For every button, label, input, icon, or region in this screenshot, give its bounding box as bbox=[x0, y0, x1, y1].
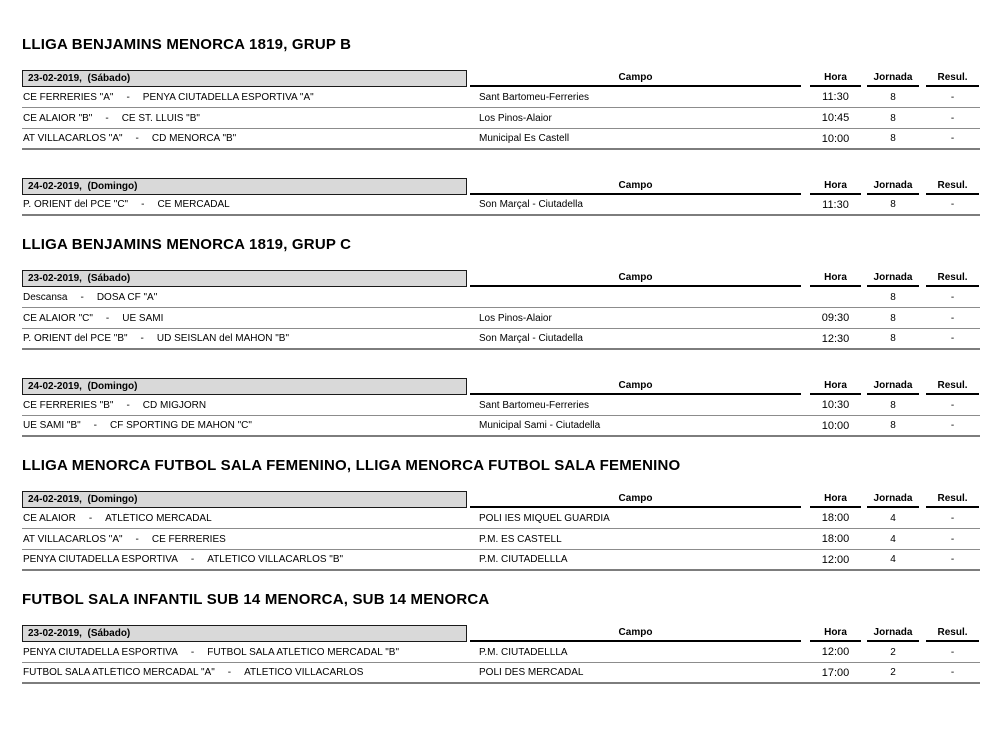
hora-cell: 18:00 bbox=[821, 533, 850, 545]
home-team: CE ALAIOR "B" bbox=[23, 112, 93, 124]
vs-separator: - bbox=[93, 420, 98, 431]
column-header-resul: Resul. bbox=[926, 70, 979, 87]
resul-cell: - bbox=[950, 291, 955, 303]
hora-cell: 12:00 bbox=[821, 553, 850, 566]
fixture-table bbox=[22, 270, 980, 350]
away-team: CD MIGJORN bbox=[142, 399, 207, 411]
match-cell bbox=[22, 647, 467, 658]
jornada-cell: 8 bbox=[890, 312, 896, 324]
table-header bbox=[22, 178, 980, 195]
match-cell bbox=[22, 199, 467, 210]
table-row bbox=[22, 108, 980, 129]
table-row bbox=[22, 395, 980, 416]
away-team: CD MENORCA "B" bbox=[151, 133, 237, 144]
hora-cell: 17:00 bbox=[821, 666, 850, 679]
section-title: FUTBOL SALA INFANTIL SUB 14 MENORCA, SUB 14 MENORCA bbox=[22, 591, 490, 608]
date-header: 24-02-2019, (Domingo) bbox=[22, 378, 467, 395]
resul-cell: - bbox=[950, 554, 955, 565]
home-team: FUTBOL SALA ATLÉTICO MERCADAL "A" bbox=[23, 667, 215, 678]
jornada-cell: 2 bbox=[890, 646, 896, 658]
match-cell bbox=[22, 92, 467, 103]
vs-separator: - bbox=[227, 667, 232, 678]
away-team: ATLÉTICO MERCADAL bbox=[105, 512, 212, 524]
jornada-cell: 8 bbox=[890, 112, 896, 124]
away-team: CE FERRERIES bbox=[151, 533, 226, 545]
resul-cell: - bbox=[950, 133, 955, 144]
resul-cell: - bbox=[950, 646, 955, 658]
date-header: 24-02-2019, (Domingo) bbox=[22, 178, 467, 195]
campo-cell: Sant Bartomeu-Ferreries bbox=[479, 91, 590, 103]
column-header-resul: Resul. bbox=[926, 491, 979, 508]
resul-cell: - bbox=[950, 399, 955, 411]
table-header bbox=[22, 270, 980, 287]
vs-separator: - bbox=[126, 399, 130, 411]
column-header-jornada: Jornada bbox=[867, 178, 919, 195]
column-header-campo: Campo bbox=[470, 70, 801, 87]
hora-cell: 18:00 bbox=[821, 512, 850, 524]
campo-cell: Sant Bartomeu-Ferreries bbox=[479, 399, 590, 411]
hora-cell: 10:00 bbox=[821, 419, 850, 432]
campo-cell: POLI DES MERCADAL bbox=[479, 667, 584, 678]
match-cell bbox=[22, 554, 467, 565]
home-team: PENYA CIUTADELLA ESPORTIVA bbox=[23, 554, 178, 565]
resul-cell: - bbox=[950, 667, 955, 678]
column-header-hora: Hora bbox=[810, 270, 861, 287]
resul-cell: - bbox=[950, 533, 955, 545]
home-team: AT VILLACARLOS "A" bbox=[23, 533, 123, 545]
away-team: UD SEISLAN del MAHON "B" bbox=[156, 333, 290, 344]
table-row bbox=[22, 416, 980, 437]
column-header-campo: Campo bbox=[470, 491, 801, 508]
away-team: ATLETICO VILLACARLOS bbox=[244, 667, 364, 678]
campo-cell: Los Pinos-Alaior bbox=[479, 112, 552, 124]
column-header-hora: Hora bbox=[810, 178, 861, 195]
vs-separator: - bbox=[135, 533, 139, 545]
campo-cell: Municipal Es Castell bbox=[479, 133, 570, 144]
away-team: UE SAMI bbox=[122, 312, 164, 324]
match-cell bbox=[22, 292, 467, 303]
column-header-campo: Campo bbox=[470, 378, 801, 395]
jornada-cell: 4 bbox=[890, 554, 896, 565]
fixture-table bbox=[22, 178, 980, 216]
hora-cell: 10:45 bbox=[821, 112, 850, 124]
vs-separator: - bbox=[190, 646, 195, 658]
column-header-hora: Hora bbox=[810, 491, 861, 508]
table-row bbox=[22, 329, 980, 350]
jornada-cell: 8 bbox=[890, 333, 896, 344]
column-header-resul: Resul. bbox=[926, 270, 979, 287]
home-team: UE SAMI "B" bbox=[23, 420, 81, 431]
hora-cell: 09:30 bbox=[821, 312, 850, 324]
jornada-cell: 8 bbox=[890, 133, 896, 144]
table-header bbox=[22, 625, 980, 642]
section-title: LLIGA BENJAMINS MENORCA 1819, GRUP B bbox=[22, 36, 352, 53]
table-row bbox=[22, 663, 980, 684]
column-header-hora: Hora bbox=[810, 625, 861, 642]
home-team: CE FERRERIES "B" bbox=[23, 399, 114, 411]
away-team: PENYA CIUTADELLA ESPORTIVA "A" bbox=[142, 91, 314, 103]
column-header-hora: Hora bbox=[810, 70, 861, 87]
jornada-cell: 8 bbox=[890, 291, 896, 303]
campo-cell: P.M. ES CASTELL bbox=[479, 533, 562, 545]
vs-separator: - bbox=[105, 312, 110, 324]
home-team: CE FERRERIES "A" bbox=[23, 91, 114, 103]
home-team: P. ORIENT del PCE "C" bbox=[23, 199, 129, 210]
hora-cell: 11:30 bbox=[822, 198, 849, 211]
column-header-resul: Resul. bbox=[926, 378, 979, 395]
campo-cell: Son Marçal - Ciutadella bbox=[479, 333, 583, 344]
away-team: FUTBOL SALA ATLÉTICO MERCADAL "B" bbox=[207, 646, 399, 658]
home-team: PENYA CIUTADELLA ESPORTIVA bbox=[23, 646, 178, 658]
vs-separator: - bbox=[140, 333, 144, 344]
table-row bbox=[22, 529, 980, 550]
vs-separator: - bbox=[80, 291, 84, 303]
date-header: 23-02-2019, (Sábado) bbox=[22, 270, 467, 287]
resul-cell: - bbox=[950, 512, 955, 524]
vs-separator: - bbox=[135, 133, 139, 144]
table-row bbox=[22, 508, 980, 529]
match-cell bbox=[22, 113, 467, 124]
column-header-campo: Campo bbox=[470, 270, 801, 287]
column-header-resul: Resul. bbox=[926, 178, 979, 195]
campo-cell: P.M. CIUTADELLLA bbox=[479, 646, 568, 658]
campo-cell: Municipal Sami - Ciutadella bbox=[479, 420, 601, 431]
table-row bbox=[22, 642, 980, 663]
hora-cell: 12:30 bbox=[821, 332, 850, 345]
column-header-campo: Campo bbox=[470, 178, 801, 195]
jornada-cell: 4 bbox=[890, 533, 896, 545]
fixture-table bbox=[22, 491, 980, 571]
match-cell bbox=[22, 420, 467, 431]
match-cell bbox=[22, 313, 467, 324]
fixture-table bbox=[22, 70, 980, 150]
hora-cell: 10:00 bbox=[821, 132, 850, 145]
table-row bbox=[22, 195, 980, 216]
campo-cell: P.M. CIUTADELLLA bbox=[479, 554, 568, 565]
column-header-jornada: Jornada bbox=[867, 491, 919, 508]
jornada-cell: 8 bbox=[890, 420, 896, 431]
away-team: ATLETICO VILLACARLOS "B" bbox=[207, 554, 344, 565]
match-cell bbox=[22, 513, 467, 524]
away-team: CE MERCADAL bbox=[157, 199, 230, 210]
table-header bbox=[22, 378, 980, 395]
column-header-jornada: Jornada bbox=[867, 70, 919, 87]
table-header bbox=[22, 491, 980, 508]
date-header: 23-02-2019, (Sábado) bbox=[22, 625, 467, 642]
section-title: LLIGA MENORCA FUTBOL SALA FEMENINO, LLIGA MENORCA FUTBOL SALA FEMENINO bbox=[22, 457, 681, 474]
resul-cell: - bbox=[950, 91, 955, 103]
campo-cell: Los Pinos-Alaior bbox=[479, 312, 552, 324]
column-header-jornada: Jornada bbox=[867, 270, 919, 287]
vs-separator: - bbox=[88, 512, 93, 524]
section-title: LLIGA BENJAMINS MENORCA 1819, GRUP C bbox=[22, 236, 352, 253]
hora-cell: 10:30 bbox=[821, 399, 850, 411]
resul-cell: - bbox=[950, 112, 955, 124]
resul-cell: - bbox=[950, 199, 955, 210]
resul-cell: - bbox=[950, 312, 955, 324]
fixture-table bbox=[22, 625, 980, 684]
home-team: CE ALAIOR "C" bbox=[23, 312, 93, 324]
table-header bbox=[22, 70, 980, 87]
match-cell bbox=[22, 333, 467, 344]
vs-separator: - bbox=[190, 554, 195, 565]
column-header-resul: Resul. bbox=[926, 625, 979, 642]
match-cell bbox=[22, 133, 467, 144]
away-team: CE ST. LLUIS "B" bbox=[121, 112, 200, 124]
jornada-cell: 8 bbox=[890, 91, 896, 103]
match-cell bbox=[22, 667, 467, 678]
home-team: CE ALAIOR bbox=[23, 512, 76, 524]
vs-separator: - bbox=[141, 199, 145, 210]
table-row bbox=[22, 287, 980, 308]
column-header-jornada: Jornada bbox=[867, 625, 919, 642]
jornada-cell: 4 bbox=[890, 512, 896, 524]
home-team: AT VILLACARLOS "A" bbox=[23, 133, 123, 144]
hora-cell: 12:00 bbox=[821, 646, 850, 658]
campo-cell: Son Marçal - Ciutadella bbox=[479, 199, 583, 210]
match-cell bbox=[22, 400, 467, 411]
jornada-cell: 8 bbox=[890, 399, 896, 411]
column-header-campo: Campo bbox=[470, 625, 801, 642]
away-team: CF SPORTING DE MAHON "C" bbox=[110, 420, 252, 431]
away-team: DOSA CF "A" bbox=[96, 291, 158, 303]
date-header: 24-02-2019, (Domingo) bbox=[22, 491, 467, 508]
jornada-cell: 8 bbox=[890, 199, 896, 210]
table-row bbox=[22, 129, 980, 150]
hora-cell: 11:30 bbox=[822, 91, 849, 103]
resul-cell: - bbox=[950, 420, 955, 431]
campo-cell: POLI IES MIQUEL GUARDIA bbox=[479, 512, 610, 524]
vs-separator: - bbox=[126, 91, 130, 103]
table-row bbox=[22, 87, 980, 108]
home-team: Descansa bbox=[23, 291, 68, 303]
home-team: P. ORIENT del PCE "B" bbox=[23, 333, 128, 344]
fixture-table bbox=[22, 378, 980, 437]
match-cell bbox=[22, 534, 467, 545]
date-header: 23-02-2019, (Sábado) bbox=[22, 70, 467, 87]
vs-separator: - bbox=[105, 112, 109, 124]
table-row bbox=[22, 308, 980, 329]
jornada-cell: 2 bbox=[890, 667, 896, 678]
table-row bbox=[22, 550, 980, 571]
column-header-hora: Hora bbox=[810, 378, 861, 395]
column-header-jornada: Jornada bbox=[867, 378, 919, 395]
resul-cell: - bbox=[950, 333, 955, 344]
